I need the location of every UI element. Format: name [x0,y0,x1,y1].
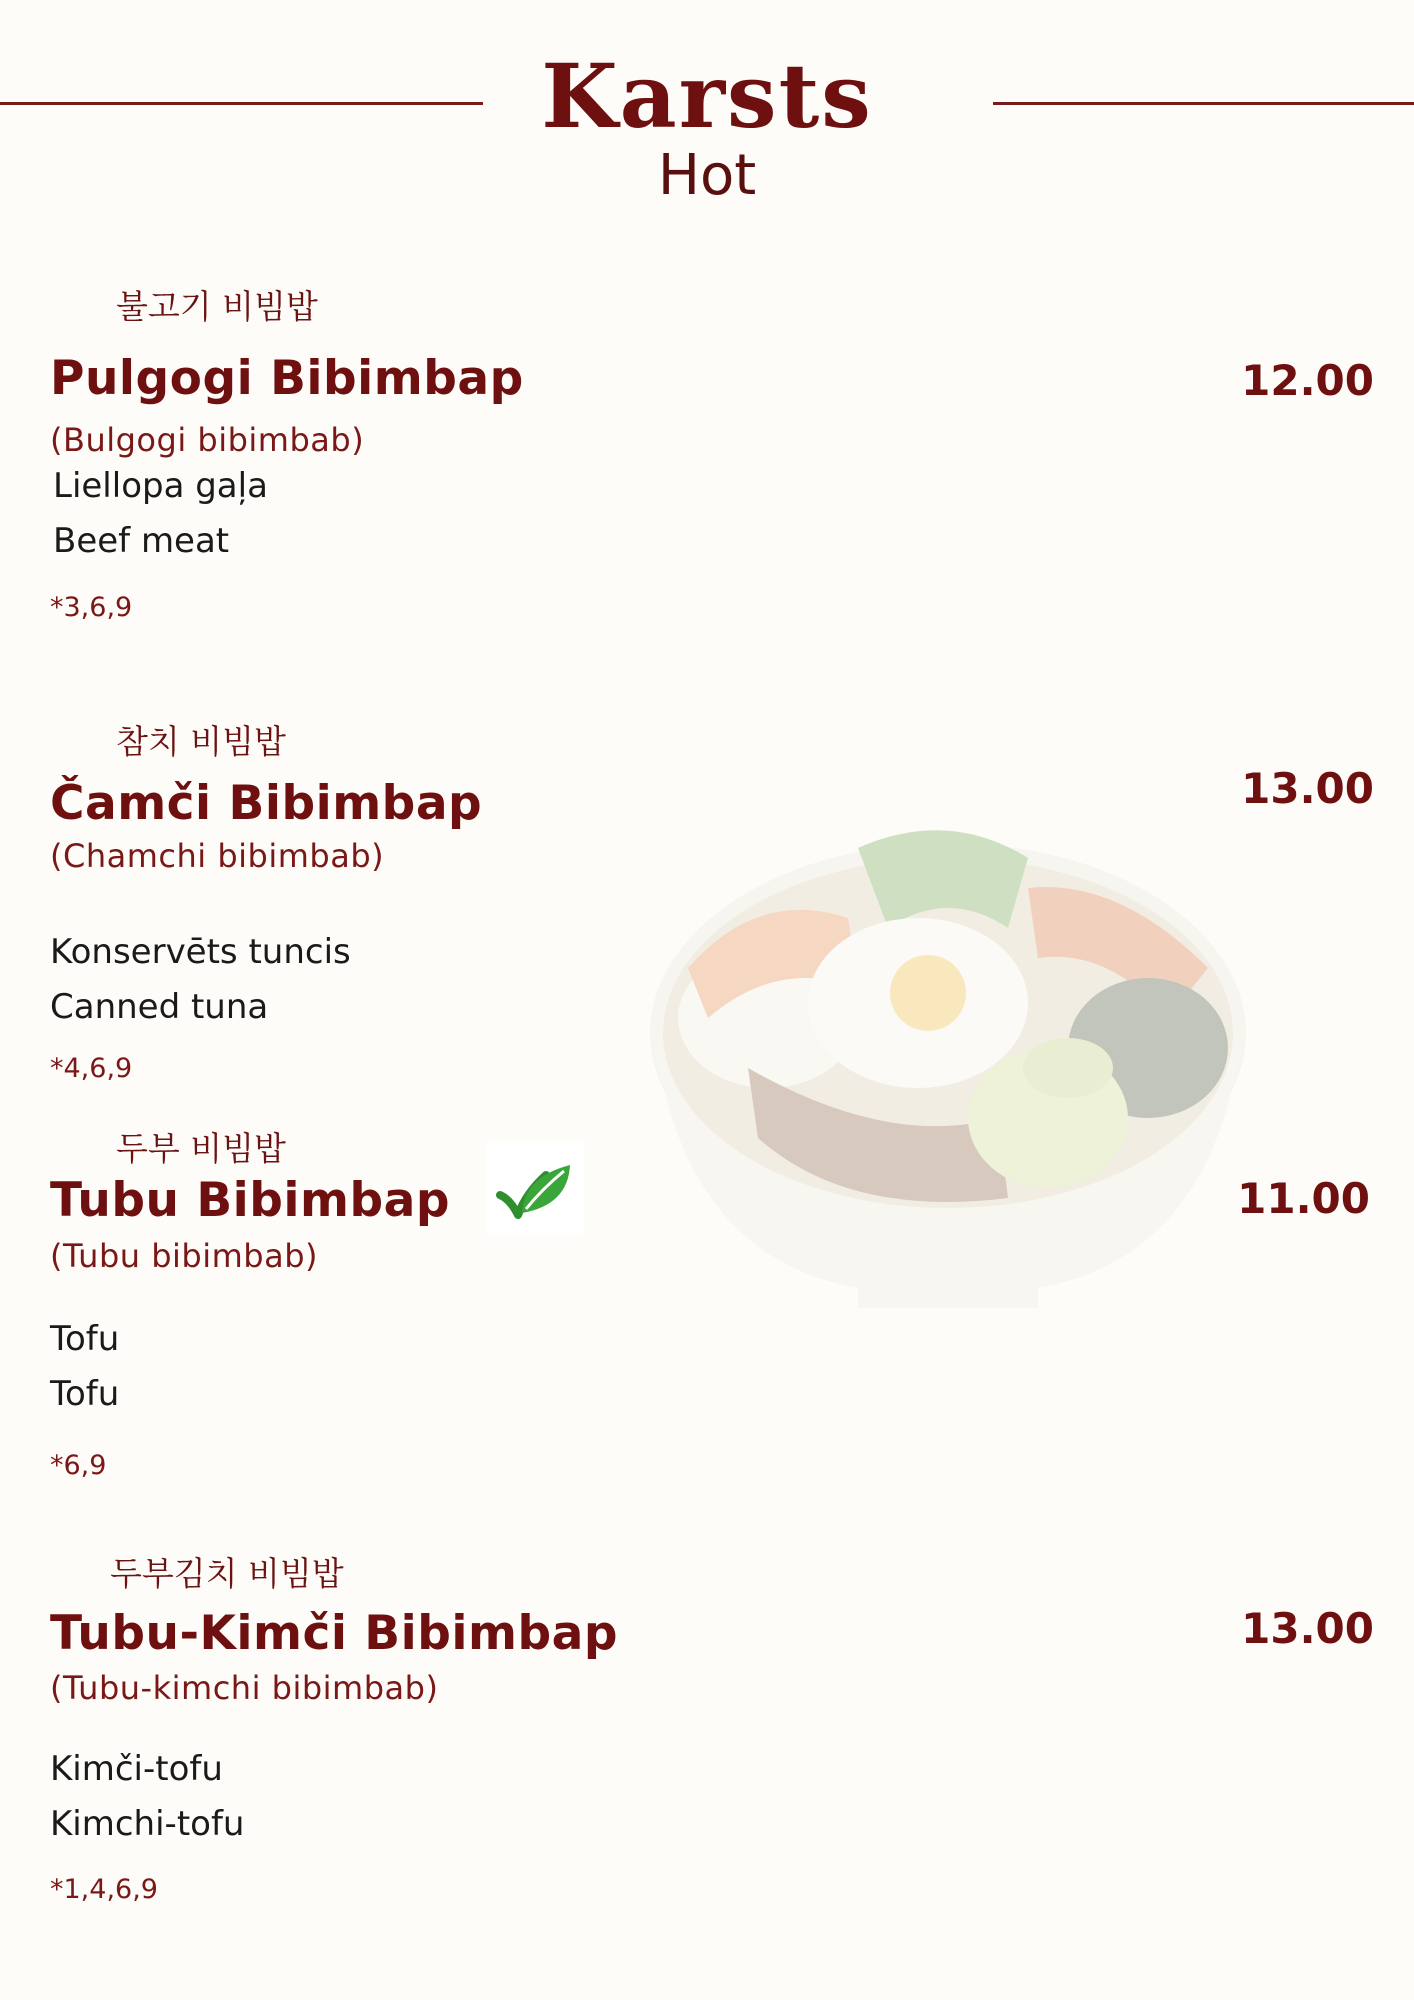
item-description-en: Canned tuna [50,987,269,1027]
item-description-en: Kimchi-tofu [50,1804,245,1844]
item-name: Tubu-Kimči Bibimbap [50,1606,618,1661]
item-korean-name: 참치 비빔밥 [116,722,286,761]
item-allergens: *1,4,6,9 [50,1874,158,1905]
bibimbap-bowl-image [648,818,1248,1318]
vegan-badge [486,1143,584,1233]
item-description-lv: Tofu [50,1319,120,1359]
item-description-en: Tofu [50,1374,120,1414]
item-description-lv: Konservēts tuncis [50,932,351,972]
item-name: Čamči Bibimbap [50,776,483,831]
page-title: Karsts [541,44,873,148]
item-allergens: *6,9 [50,1450,107,1481]
item-korean-name: 두부 비빔밥 [116,1129,286,1168]
page-subtitle: Hot [657,143,757,208]
item-description-lv: Liellopa gaļa [53,466,268,506]
item-romanized-name: (Tubu-kimchi bibimbab) [50,1669,439,1707]
item-price: 13.00 [1241,1604,1374,1653]
item-name: Pulgogi Bibimbap [50,351,524,406]
vegan-leaf-icon [486,1143,584,1233]
item-description-lv: Kimči-tofu [50,1749,223,1789]
item-description-en: Beef meat [53,521,230,561]
item-price: 13.00 [1241,764,1374,813]
item-allergens: *3,6,9 [50,592,133,623]
item-price: 11.00 [1237,1174,1370,1223]
item-price: 12.00 [1241,356,1374,405]
item-name: Tubu Bibimbap [50,1173,450,1228]
item-korean-name: 두부김치 비빔밥 [110,1554,344,1593]
item-allergens: *4,6,9 [50,1053,133,1084]
item-romanized-name: (Tubu bibimbab) [50,1237,319,1275]
item-romanized-name: (Chamchi bibimbab) [50,837,385,875]
item-korean-name: 불고기 비빔밥 [116,287,318,326]
item-romanized-name: (Bulgogi bibimbab) [50,421,365,459]
